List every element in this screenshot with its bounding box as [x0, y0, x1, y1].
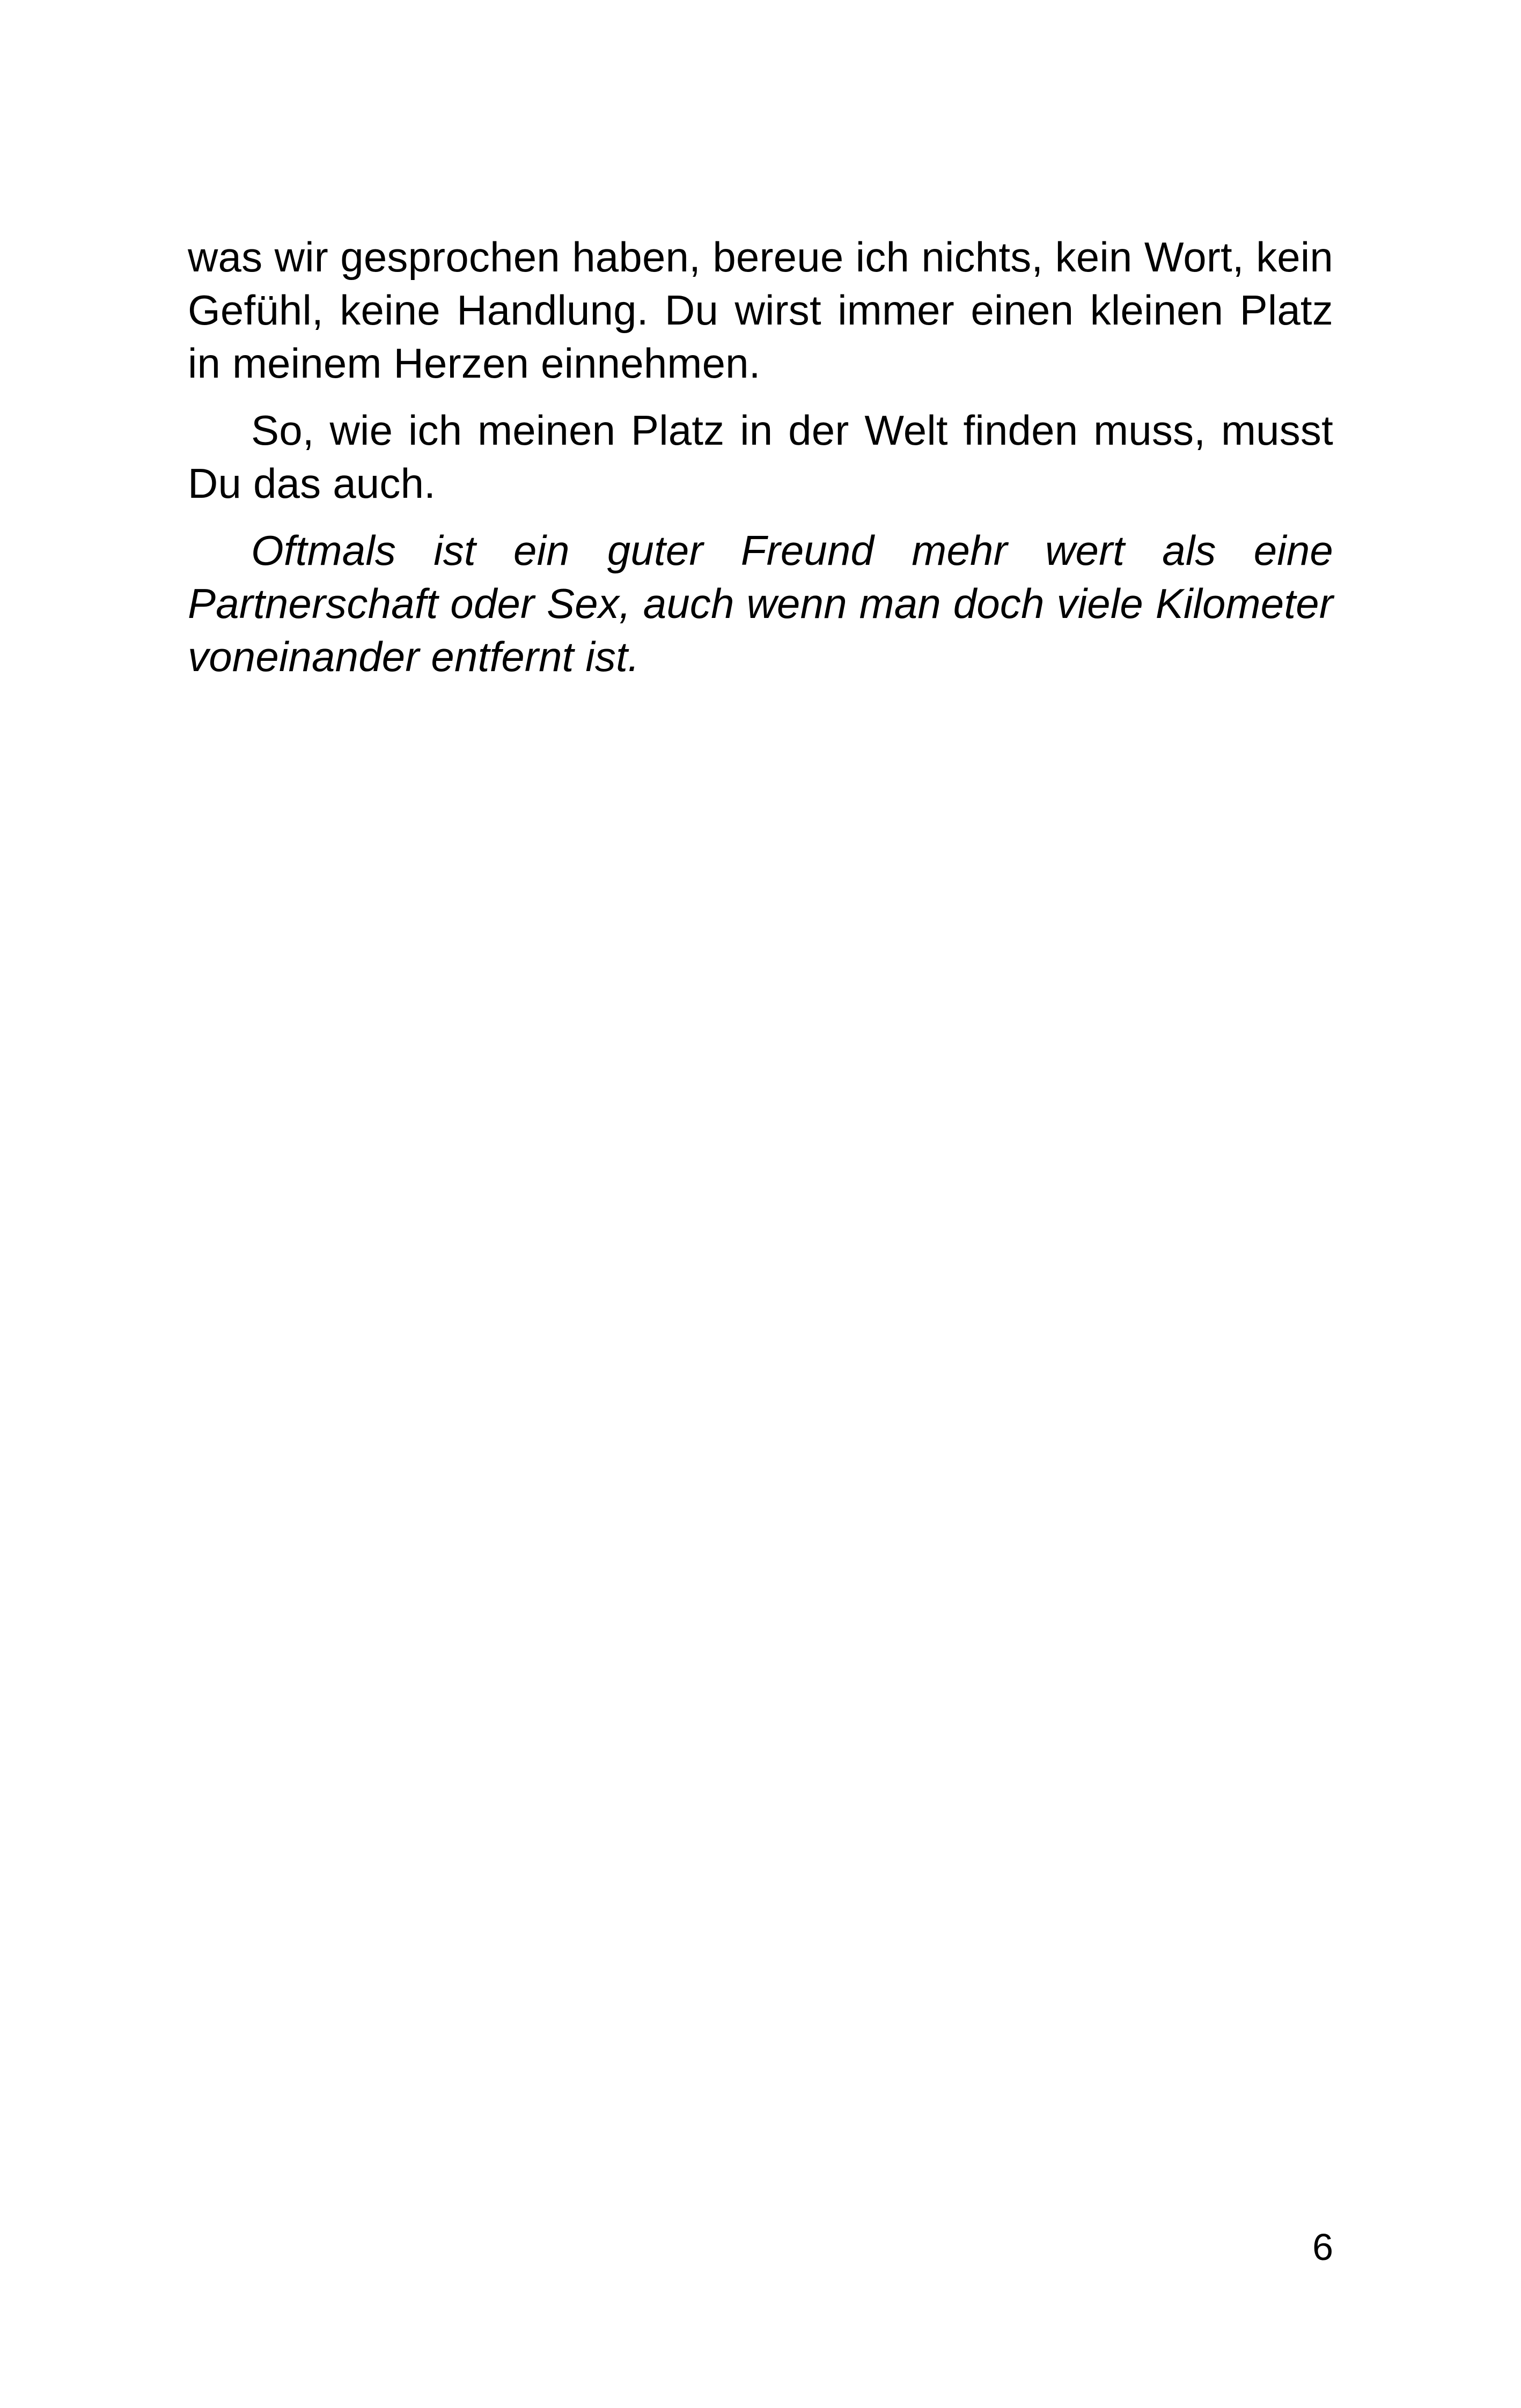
paragraph-3: Oftmals ist ein guter Freund mehr wert als eine Partnerschaft oder Sex, auch wenn man doch viele Kilometer voneinander entfernt ist.	[188, 527, 1333, 681]
page-number: 6	[1312, 2226, 1333, 2268]
paragraph-1: was wir gesprochen haben, bereue ich nichts, kein Wort, kein Gefühl, keine Handlung. Du wirst immer einen kleinen Platz in meinem Herzen einnehmen.	[188, 233, 1333, 387]
paragraph-2: So, wie ich meinen Platz in der Welt finden muss, musst Du das auch.	[188, 407, 1333, 507]
body-text	[188, 231, 1333, 683]
